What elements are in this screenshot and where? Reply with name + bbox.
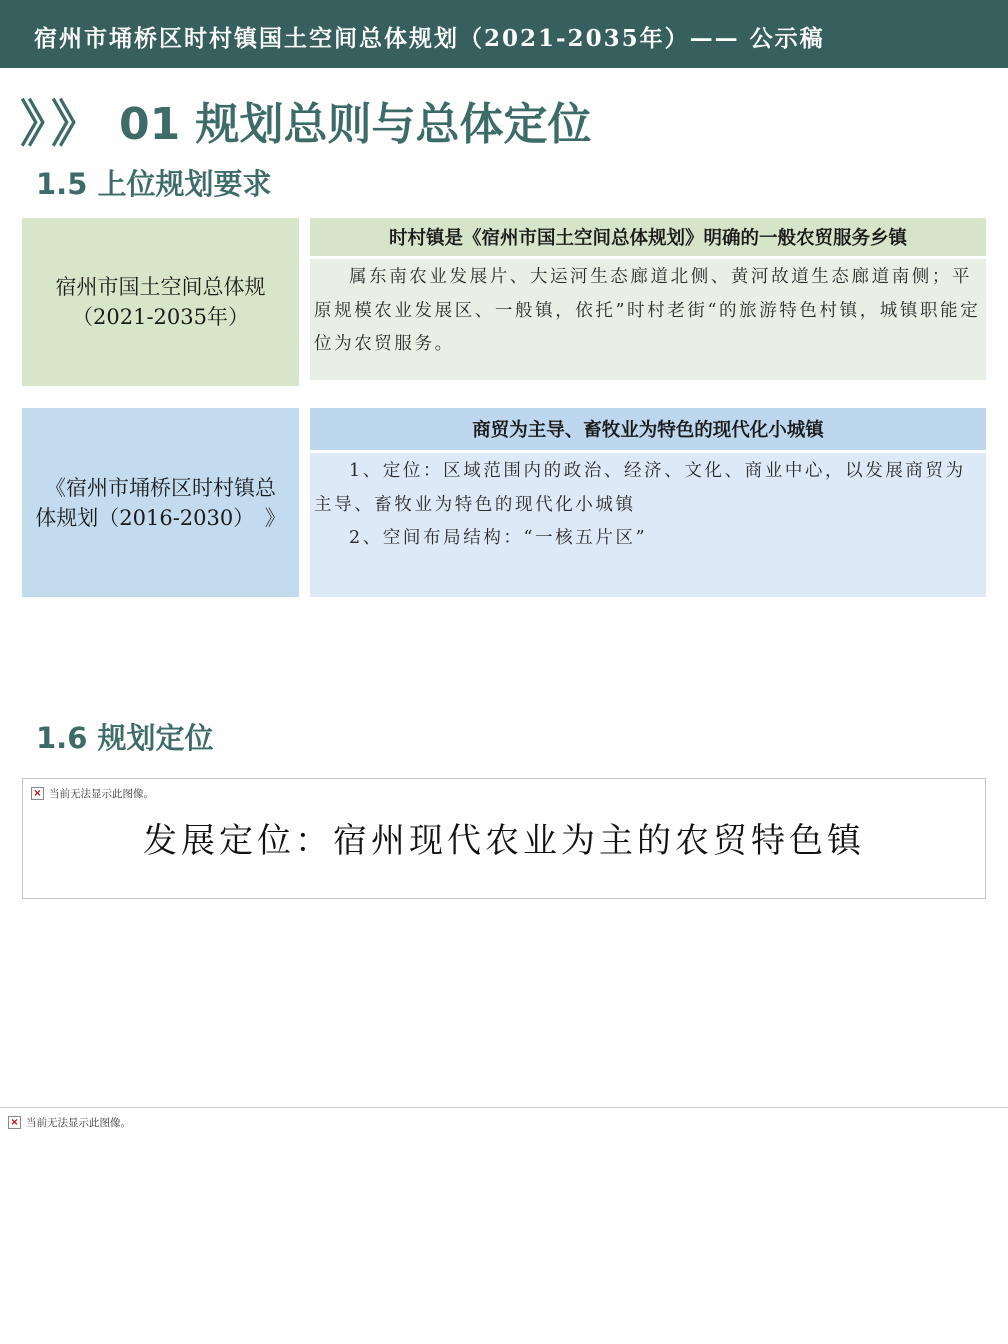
requirement-heading-1: 时村镇是《宿州市国土空间总体规划》明确的一般农贸服务乡镇 <box>310 218 986 256</box>
broken-image-text-bottom: 当前无法显示此图像。 <box>26 1117 131 1129</box>
positioning-image-frame <box>22 778 986 899</box>
upper-plan-box-1 <box>22 218 299 386</box>
requirement-body-2 <box>310 453 986 597</box>
broken-image-notice <box>31 786 154 801</box>
requirement-item-2: 2、空间布局结构：“一核五片区” <box>349 528 648 548</box>
requirement-item-1: 1、定位：区域范围内的政治、经济、文化、商业中心，以发展商贸为主导、畜牧业为特色的现代化小城镇 <box>314 461 966 515</box>
requirement-body-1-text: 属东南农业发展片、大运河生态廊道北侧、黄河故道生态廊道南侧；平原规模农业发展区、一般镇，依托”时村老街“的旅游特色村镇，城镇职能定位为农贸服务。 <box>314 267 981 354</box>
section-title-1-6: 1.6 规划定位 <box>36 721 214 755</box>
double-chevron-icon: 》》 <box>20 95 107 153</box>
upper-plan-2-name-line2: 体规划（2016-2030） 》 <box>35 505 286 530</box>
section-title-1-5: 1.5 上位规划要求 <box>36 167 272 201</box>
broken-image-notice-bottom <box>8 1115 131 1130</box>
bottom-image-frame <box>0 1107 1008 1344</box>
chapter-title: 01 规划总则与总体定位 <box>119 99 592 150</box>
chapter-heading <box>20 88 592 152</box>
requirement-heading-2: 商贸为主导、畜牧业为特色的现代化小城镇 <box>310 408 986 450</box>
broken-image-icon: × <box>8 1116 21 1129</box>
broken-image-icon: × <box>31 787 44 800</box>
upper-plan-2-name-line1: 《宿州市埇桥区时村镇总 <box>45 475 276 500</box>
upper-plan-1-name-line1: 宿州市国土空间总体规 <box>55 275 266 299</box>
upper-plan-box-2 <box>22 408 299 597</box>
positioning-statement: 发展定位：宿州现代农业为主的农贸特色镇 <box>143 821 865 861</box>
header-bar <box>0 0 1008 68</box>
requirement-body-1 <box>310 259 986 380</box>
broken-image-text: 当前无法显示此图像。 <box>49 788 154 800</box>
document-title: 宿州市埇桥区时村镇国土空间总体规划（2021-2035年）—— 公示稿 <box>34 25 825 52</box>
upper-plan-1-name-line2: （2021-2035年） <box>72 305 249 329</box>
